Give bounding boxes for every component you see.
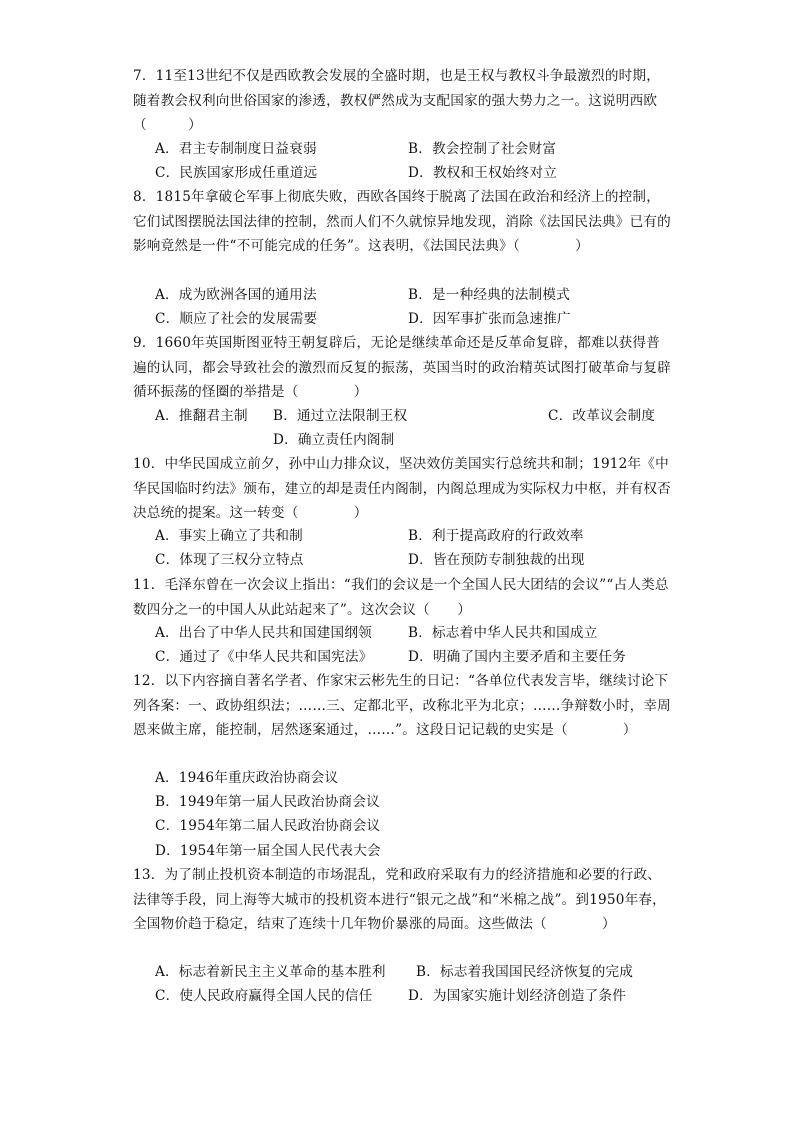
question-10-stem: 10．中华民国成立前夕，孙中山力排众议，坚决效仿美国实行总统共和制；1912年《中华民国临时约法》颁布，建立的却是责任内阁制，内阁总理成为实际权力中枢，并有权否决总统的提案。这一转变（ ） [133, 456, 671, 522]
question-12-stem: 12．以下内容摘自著名学者、作家宋云彬先生的日记：“各单位代表发言毕，继续讨论下列各案：一、政协组织法；……三、定都北平，改称北平为北京；……争辩数小时，幸周恩来做主席，能控制，居然逐案通过，……”。这段日记记载的史实是（ ） [133, 673, 671, 739]
question-11-option-a: A．出台了中华人民共和国建国纲领 [155, 625, 372, 641]
question-7-stem: 7．11至13世纪不仅是西欧教会发展的全盛时期，也是王权与教权斗争最激烈的时期，随着教会权利向世俗国家的渗透，教权俨然成为支配国家的强大势力之一。这说明西欧（ ） [133, 68, 661, 134]
question-13-stem: 13．为了制止投机资本制造的市场混乱，党和政府采取有力的经济措施和必要的行政、法律等手段，同上海等大城市的投机资本进行“银元之战”和“米棉之战”。到1950年春，全国物价趋于稳定，结束了连续十几年物价暴涨的局面。这些做法（ ） [133, 867, 666, 933]
question-9-stem: 9．1660年英国斯图亚特王朝复辟后，无论是继续革命还是反革命复辟，都难以获得普遍的认同，都会导致社会的激烈而反复的振荡，英国当时的政治精英试图打破革命与复辟循环振荡的怪圈的举措是（ ） [133, 335, 671, 401]
question-11-stem: 11．毛泽东曾在一次会议上指出：“我们的会议是一个全国人民大团结的会议”“占人类总数四分之一的中国人从此站起来了”。这次会议（ ） [133, 577, 669, 618]
question-11-option-b: B．标志着中华人民共和国成立 [408, 625, 598, 641]
question-13-option-a: A．标志着新民主主义革命的基本胜利 [155, 964, 386, 980]
question-11-option-d: D．明确了国内主要矛盾和主要任务 [408, 649, 627, 665]
question-10-option-b: B．利于提高政府的行政效率 [408, 528, 584, 544]
question-10-option-d: D．皆在预防专制独裁的出现 [408, 552, 585, 568]
question-13-option-d: D．为国家实施计划经济创造了条件 [408, 988, 627, 1004]
question-13-option-c: C．使人民政府赢得全国人民的信任 [155, 988, 373, 1004]
question-9-option-b: B．通过立法限制王权 [273, 408, 408, 424]
question-9-option-a: A．推翻君主制 [155, 408, 248, 424]
question-8-option-d: D．因军事扩张而急速推广 [408, 311, 571, 327]
question-12-option-b: B．1949年第一届人民政治协商会议 [155, 794, 380, 810]
question-13-option-b: B．标志着我国国民经济恢复的完成 [416, 964, 634, 980]
question-12-option-a: A．1946年重庆政治协商会议 [155, 770, 339, 786]
question-11-option-c: C．通过了《中华人民共和国宪法》 [155, 649, 373, 665]
question-8-stem: 8．1815年拿破仑军事上彻底失败，西欧各国终于脱离了法国在政治和经济上的控制，它们试图摆脱法国法律的控制，然而人们不久就惊异地发现，消除《法国民法典》已有的影响竟然是一件“不可能完成的任务”。这表明，《法国民法典》（ ） [133, 189, 671, 255]
question-8-option-c: C．顺应了社会的发展需要 [155, 311, 318, 327]
question-7-option-d: D．教权和王权始终对立 [408, 165, 558, 181]
question-7-option-c: C．民族国家形成任重道远 [155, 165, 318, 181]
question-9-option-c: C．改革议会制度 [548, 408, 656, 424]
question-9-option-d: D．确立责任内阁制 [273, 432, 395, 448]
question-10-option-a: A．事实上确立了共和制 [155, 528, 303, 544]
question-12-option-d: D．1954年第一届全国人民代表大会 [155, 843, 381, 859]
question-7-option-a: A．君主专制制度日益衰弱 [155, 141, 317, 157]
question-8-option-a: A．成为欧洲各国的通用法 [155, 287, 317, 303]
question-8-option-b: B．是一种经典的法制模式 [408, 287, 570, 303]
question-7-option-b: B．教会控制了社会财富 [408, 141, 557, 157]
question-12-option-c: C．1954年第二届人民政治协商会议 [155, 818, 381, 834]
question-10-option-c: C．体现了三权分立特点 [155, 552, 304, 568]
